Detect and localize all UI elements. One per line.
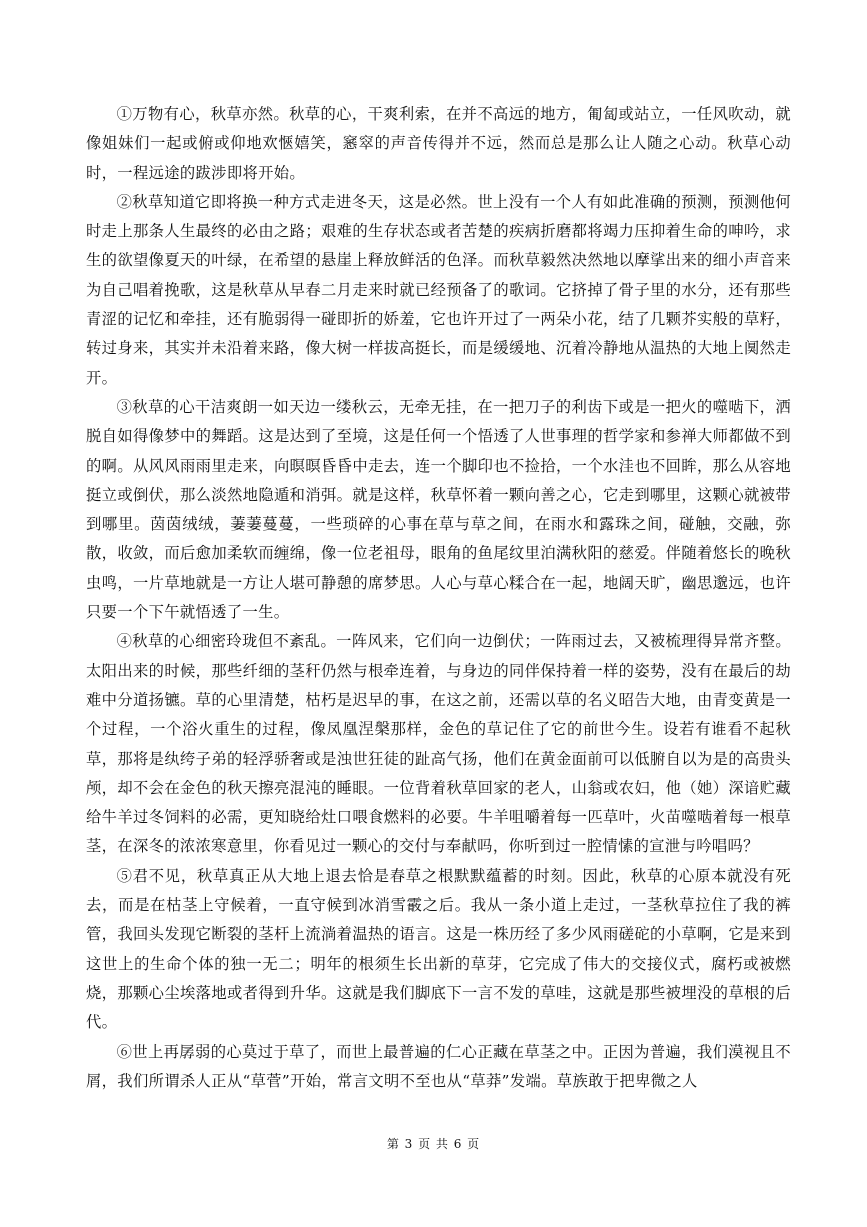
page-number-footer: 第 3 页 共 6 页	[386, 1137, 481, 1151]
article-body	[86, 100, 791, 1096]
paragraph-6: ⑥世上再孱弱的心莫过于草了，而世上最普遍的仁心正藏在草茎之中。正因为普遍，我们漠视且不屑，我们所谓杀人正从“草菅”开始，常言文明不至也从“草莽”发端。草族敢于把卑微之人	[86, 1042, 791, 1090]
paragraph-5: ⑤君不见，秋草真正从大地上退去恰是春草之根默默蕴蓄的时刻。因此，秋草的心原本就没有死去，而是在枯茎上守候着，一直守候到冰消雪霰之后。我从一条小道上走过，一茎秋草拉住了我的裤管，我回头发现它断裂的茎杆上流淌着温热的语言。这是一株历经了多少风雨磋砣的小草啊，它是来到这世上的生命个体的独一无二；明年的根须生长出新的草芽，它完成了伟大的交接仪式，腐朽或被燃烧，那颗心尘埃落地或者得到升华。这就是我们脚底下一言不发的草哇，这就是那些被埋没的草根的后代。	[86, 866, 791, 1032]
paragraph-4: ④秋草的心细密玲珑但不紊乱。一阵风来，它们向一边倒伏；一阵雨过去，又被梳理得异常齐整。太阳出来的时候，那些纤细的茎秆仍然与根牵连着，与身边的同伴保持着一样的姿势，没有在最后的劫难中分道扬镳。草的心里清楚，枯朽是迟早的事，在这之前，还需以草的名义昭告大地，由青变黄是一个过程，一个浴火重生的过程，像凤凰涅槃那样，金色的草记住了它的前世今生。设若有谁看不起秋草，那将是纨绔子弟的轻浮骄奢或是浊世狂徒的趾高气扬，他们在黄金面前可以低腑自以为是的高贵头颅，却不会在金色的秋天擦亮混沌的睡眼。一位背着秋草回家的老人，山翁或农妇，他（她）深谙贮藏给牛羊过冬饲料的必需，更知晓给灶口喂食燃料的必要。牛羊咀嚼着每一匹草叶，火苗噬啮着每一根草茎，在深冬的浓浓寒意里，你看见过一颗心的交付与奉献吗，你听到过一腔情愫的宣泄与吟唱吗？	[86, 632, 791, 856]
paragraph-2: ②秋草知道它即将换一种方式走进冬天，这是必然。世上没有一个人有如此准确的预测，预测他何时走上那条人生最终的必由之路；艰难的生存状态或者苦楚的疾病折磨都将竭力压抑着生命的呻吟，求生的欲望像夏天的叶绿，在希望的悬崖上释放鲜活的色泽。而秋草毅然决然地以摩挲出来的细小声音来为自己唱着挽歌，这是秋草从早春二月走来时就已经预备了的歌词。它挤掉了骨子里的水分，还有那些青涩的记忆和牵挂，还有脆弱得一碰即折的娇羞，它也许开过了一两朵小花，结了几颗芥实般的草籽，转过身来，其实并未沿着来路，像大树一样拔高挺长，而是缓缓地、沉着冷静地从温热的大地上阒然走开。	[86, 192, 791, 387]
paragraph-3: ③秋草的心干洁爽朗一如天边一缕秋云，无牵无挂，在一把刀子的利齿下或是一把火的噬啮下，洒脱自如得像梦中的舞蹈。这是达到了至境，这是任何一个悟透了人世事理的哲学家和参禅大师都做不到的啊。从风风雨雨里走来，向暝暝昏昏中走去，连一个脚印也不捡拾，一个水洼也不回眸，那么从容地挺立或倒伏，那么淡然地隐遁和消弭。就是这样，秋草怀着一颗向善之心，它走到哪里，这颗心就被带到哪里。茵茵绒绒，萋萋蔓蔓，一些琐碎的心事在草与草之间，在雨水和露珠之间，碰触，交融，弥散，收敛，而后愈加柔软而缠绵，像一位老祖母，眼角的鱼尾纹里泊满秋阳的慈爱。伴随着悠长的晚秋虫鸣，一片草地就是一方让人堪可静憩的席梦思。人心与草心糅合在一起，地阔天旷，幽思邈远，也许只要一个下午就悟透了一生。	[86, 397, 791, 622]
paragraph-1: ①万物有心，秋草亦然。秋草的心，干爽利索，在并不高远的地方，匍匐或站立，一任风吹动，就像姐妹们一起或俯或仰地欢愜嬉笑，窸窣的声音传得并不远，然而总是那么让人随之心动。秋草心动时，一程远途的跋涉即将开始。	[86, 105, 791, 182]
